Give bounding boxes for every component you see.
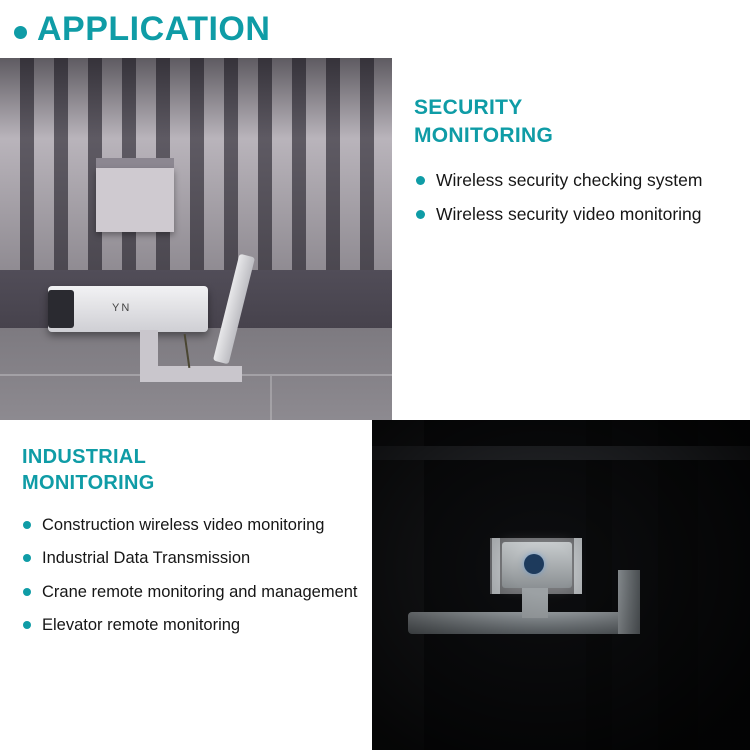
image-vignette (372, 420, 750, 750)
security-monitoring-list (414, 169, 732, 226)
security-monitoring-title (414, 94, 732, 149)
bullet-icon (416, 176, 425, 185)
ceiling-box (96, 168, 174, 232)
ceiling-shading (0, 58, 392, 270)
list-item (22, 548, 362, 569)
bullet-icon (416, 210, 425, 219)
bullet-icon (23, 554, 31, 562)
list-item-label: Crane remote monitoring and management (42, 582, 358, 601)
list-item (22, 515, 362, 536)
industrial-title-line-2: MONITORING (22, 472, 155, 495)
camera-brand-label: YN (112, 302, 132, 314)
security-title-line-1: SECURITY (414, 96, 523, 119)
page-title: APPLICATION (37, 9, 271, 48)
industrial-monitoring-text (0, 420, 372, 750)
list-item-label: Industrial Data Transmission (42, 549, 251, 568)
security-title-line-2: MONITORING (414, 123, 554, 147)
bullet-icon (23, 521, 31, 529)
industrial-monitoring-title (22, 444, 362, 497)
bullet-icon (23, 621, 31, 629)
industrial-monitoring-block (0, 420, 750, 750)
list-item (22, 615, 362, 636)
list-item-label: Elevator remote monitoring (42, 616, 241, 635)
industrial-monitoring-image (372, 420, 750, 750)
industrial-monitoring-list (22, 515, 362, 637)
list-item (414, 203, 732, 226)
list-item-label: Wireless security video monitoring (436, 204, 702, 225)
bullet-icon (23, 588, 31, 596)
camera-mount-arm (140, 366, 242, 382)
list-item (414, 169, 732, 192)
list-item-label: Construction wireless video monitoring (42, 515, 325, 534)
camera-lens-hood (48, 290, 74, 328)
page-header (0, 0, 750, 58)
bullet-icon (14, 26, 27, 39)
security-monitoring-text (392, 58, 750, 420)
security-monitoring-image (0, 58, 392, 420)
floor-seam-vertical (270, 376, 272, 420)
security-monitoring-block (0, 58, 750, 420)
list-item (22, 582, 362, 603)
list-item-label: Wireless security checking system (436, 170, 703, 191)
industrial-title-line-1: INDUSTRIAL (22, 446, 147, 468)
